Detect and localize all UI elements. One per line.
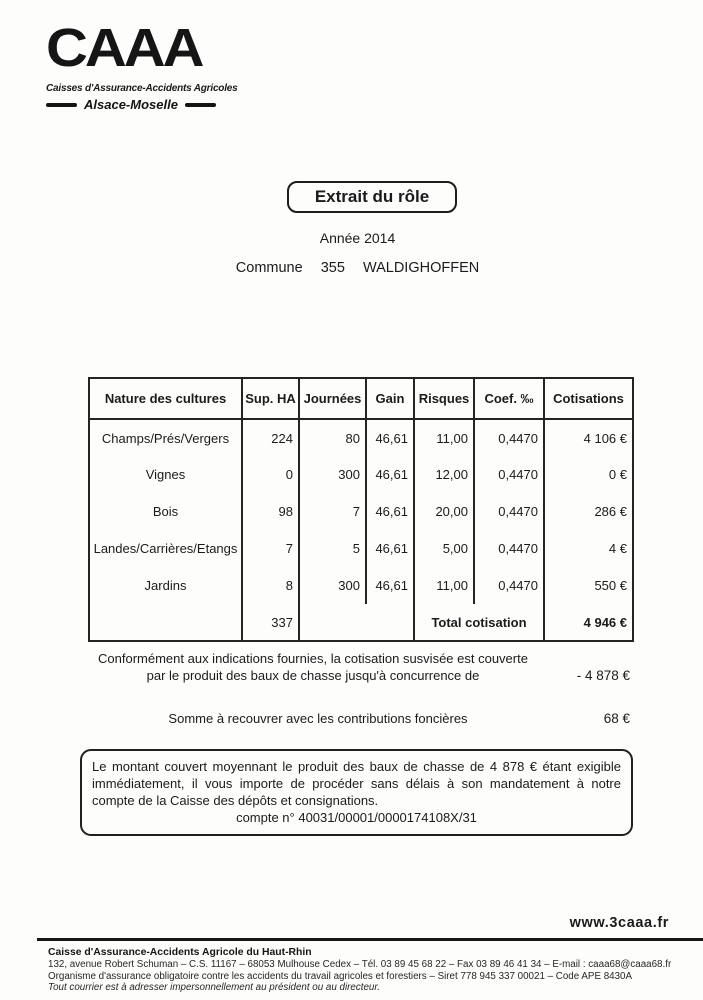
region-banner	[46, 97, 238, 112]
column-header-cotisations: Cotisations	[544, 378, 633, 419]
table-header-row	[89, 378, 633, 419]
cell-journees: 7	[299, 493, 366, 530]
cell-journees: 5	[299, 530, 366, 567]
cell-risques: 11,00	[414, 419, 474, 456]
footer-note-line: Tout courrier est à adresser impersonnellement au président ou au directeur.	[48, 982, 381, 994]
footer-address-line: 132, avenue Robert Schuman – C.S. 11167 – 68053 Mulhouse Cedex – Tél. 03 89 45 68 22 – Fax 03 89 46 41 34 – E-mail : caaa68@caaa68.fr	[48, 958, 672, 970]
cell-sup-ha: 8	[242, 567, 299, 604]
cell-coef: 0,4470	[474, 419, 544, 456]
document-title-box	[287, 181, 457, 213]
column-header-gain: Gain	[366, 378, 414, 419]
cell-cotisations: 0 €	[544, 456, 633, 493]
cell-risques: 12,00	[414, 456, 474, 493]
total-cotisation-label: Total cotisation	[414, 604, 544, 641]
table-row	[89, 567, 633, 604]
cell-gain: 46,61	[366, 419, 414, 456]
recover-amount: 68 €	[603, 711, 630, 726]
cell-nature: Bois	[89, 493, 242, 530]
cell-gain: 46,61	[366, 456, 414, 493]
table-row	[89, 493, 633, 530]
cell-cotisations: 4 €	[544, 530, 633, 567]
footer-rule	[37, 938, 703, 941]
coverage-amount: - 4 878 €	[576, 668, 630, 683]
footer-org-name: Caisse d'Assurance-Accidents Agricole du Haut-Rhin	[48, 947, 312, 958]
coverage-line-2: par le produit des baux de chasse jusqu'à concurrence de	[146, 668, 480, 683]
commune-code: 355	[320, 260, 345, 276]
column-header-nature: Nature des cultures	[89, 378, 242, 419]
total-sup-ha: 337	[242, 604, 299, 641]
cell-nature: Champs/Prés/Vergers	[89, 419, 242, 456]
cell-gain: 46,61	[366, 567, 414, 604]
column-header-coef: Coef. ‰	[474, 378, 544, 419]
cell-sup-ha: 7	[242, 530, 299, 567]
cell-gain: 46,61	[366, 493, 414, 530]
column-header-sup-ha: Sup. HA	[242, 378, 299, 419]
total-cotisation-amount: 4 946 €	[544, 604, 633, 641]
table-row	[89, 456, 633, 493]
cell-coef: 0,4470	[474, 493, 544, 530]
coverage-line-1: Conformément aux indications fournies, la cotisation susvisée est couverte	[98, 651, 528, 666]
cell-risques: 11,00	[414, 567, 474, 604]
payment-notice-text: Le montant couvert moyennant le produit des baux de chasse de 4 878 € étant exigible immédiatement, il vous importe de procéder sans délais à son mandatement à notre compte de la Caisse des dépôts et consignations.	[92, 759, 621, 808]
payment-notice-box	[80, 749, 633, 836]
table-row	[89, 530, 633, 567]
region-dash-left-icon	[46, 103, 77, 107]
cell-sup-ha: 98	[242, 493, 299, 530]
cell-journees: 80	[299, 419, 366, 456]
coverage-paragraph	[88, 650, 538, 684]
column-header-journees: Journées	[299, 378, 366, 419]
region-label: Alsace-Moselle	[84, 97, 178, 112]
cell-journees: 300	[299, 567, 366, 604]
cell-cotisations: 550 €	[544, 567, 633, 604]
website-url: www.3caaa.fr	[569, 915, 669, 931]
cell-sup-ha: 224	[242, 419, 299, 456]
column-header-risques: Risques	[414, 378, 474, 419]
year-label: Année 2014	[319, 230, 396, 246]
table-row	[89, 419, 633, 456]
cell-nature: Landes/Carrières/Etangs	[89, 530, 242, 567]
region-dash-right-icon	[185, 103, 216, 107]
cell-coef: 0,4470	[474, 567, 544, 604]
cell-coef: 0,4470	[474, 456, 544, 493]
total-gap-cell	[299, 604, 414, 641]
cell-coef: 0,4470	[474, 530, 544, 567]
cell-risques: 5,00	[414, 530, 474, 567]
recover-line: Somme à recouvrer avec les contributions foncières	[168, 711, 468, 726]
commune-line	[18, 260, 697, 276]
cultures-table	[88, 377, 634, 642]
commune-label: Commune	[235, 260, 303, 276]
cell-cotisations: 286 €	[544, 493, 633, 530]
footer-org-line: Organisme d'assurance obligatoire contre les accidents du travail agricoles et forestiers – Siret 778 945 337 00021 – Code APE 8430A	[48, 970, 633, 982]
caaa-logo: CAAA	[46, 18, 202, 79]
total-empty-cell	[89, 604, 242, 641]
document-title: Extrait du rôle	[314, 187, 430, 206]
cell-nature: Vignes	[89, 456, 242, 493]
account-number-line: compte n° 40031/00001/0000174108X/31	[236, 810, 477, 825]
commune-name: WALDIGHOFFEN	[362, 260, 480, 276]
table-total-row	[89, 604, 633, 641]
cell-nature: Jardins	[89, 567, 242, 604]
logo-subtitle: Caisses d'Assurance-Accidents Agricoles	[46, 83, 238, 94]
cell-cotisations: 4 106 €	[544, 419, 633, 456]
letterhead	[46, 18, 238, 112]
footer	[48, 947, 678, 994]
cell-journees: 300	[299, 456, 366, 493]
cell-sup-ha: 0	[242, 456, 299, 493]
cell-risques: 20,00	[414, 493, 474, 530]
cell-gain: 46,61	[366, 530, 414, 567]
